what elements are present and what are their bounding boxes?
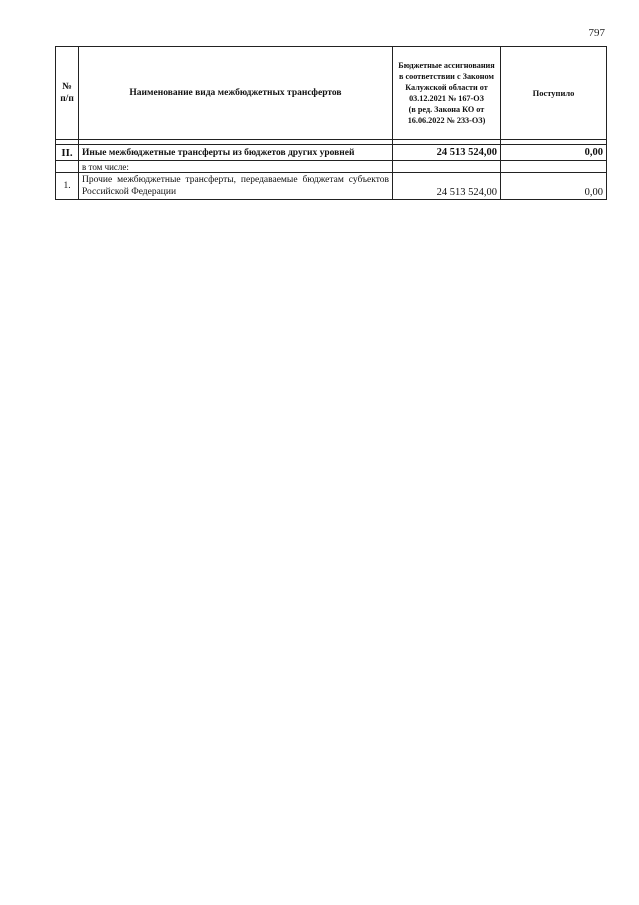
- subheading-label: в том числе:: [79, 161, 393, 173]
- table-header-row: [56, 47, 607, 140]
- transfers-table: [55, 46, 607, 200]
- section-name: Иные межбюджетные трансферты из бюджетов других уровней: [79, 145, 393, 161]
- header-number: [56, 47, 79, 140]
- table-row: [56, 161, 607, 173]
- section-number: II.: [56, 145, 79, 161]
- section-received-amount: 0,00: [501, 145, 607, 161]
- header-transfer-name: Наименование вида межбюджетных трансфертов: [79, 47, 393, 140]
- header-number-sign: №: [62, 82, 72, 92]
- header-number-abbr: п/п: [60, 94, 74, 104]
- item-number: 1.: [56, 173, 79, 200]
- item-budget-amount: 24 513 524,00: [393, 173, 501, 200]
- table-row: [56, 145, 607, 161]
- item-received-amount: 0,00: [501, 173, 607, 200]
- section-budget-amount: 24 513 524,00: [393, 145, 501, 161]
- item-name: Прочие межбюджетные трансферты, передаваемые бюджетам субъектов Российской Федерации: [79, 173, 393, 200]
- table-row: [56, 173, 607, 200]
- page-number: 797: [588, 27, 605, 39]
- header-budget-allocations: Бюджетные ассигнования в соответствии с Законом Калужской области от 03.12.2021 № 167-ОЗ (в ред. Закона КО от 16.06.2022 № 233-ОЗ): [393, 47, 501, 140]
- header-received: Поступило: [501, 47, 607, 140]
